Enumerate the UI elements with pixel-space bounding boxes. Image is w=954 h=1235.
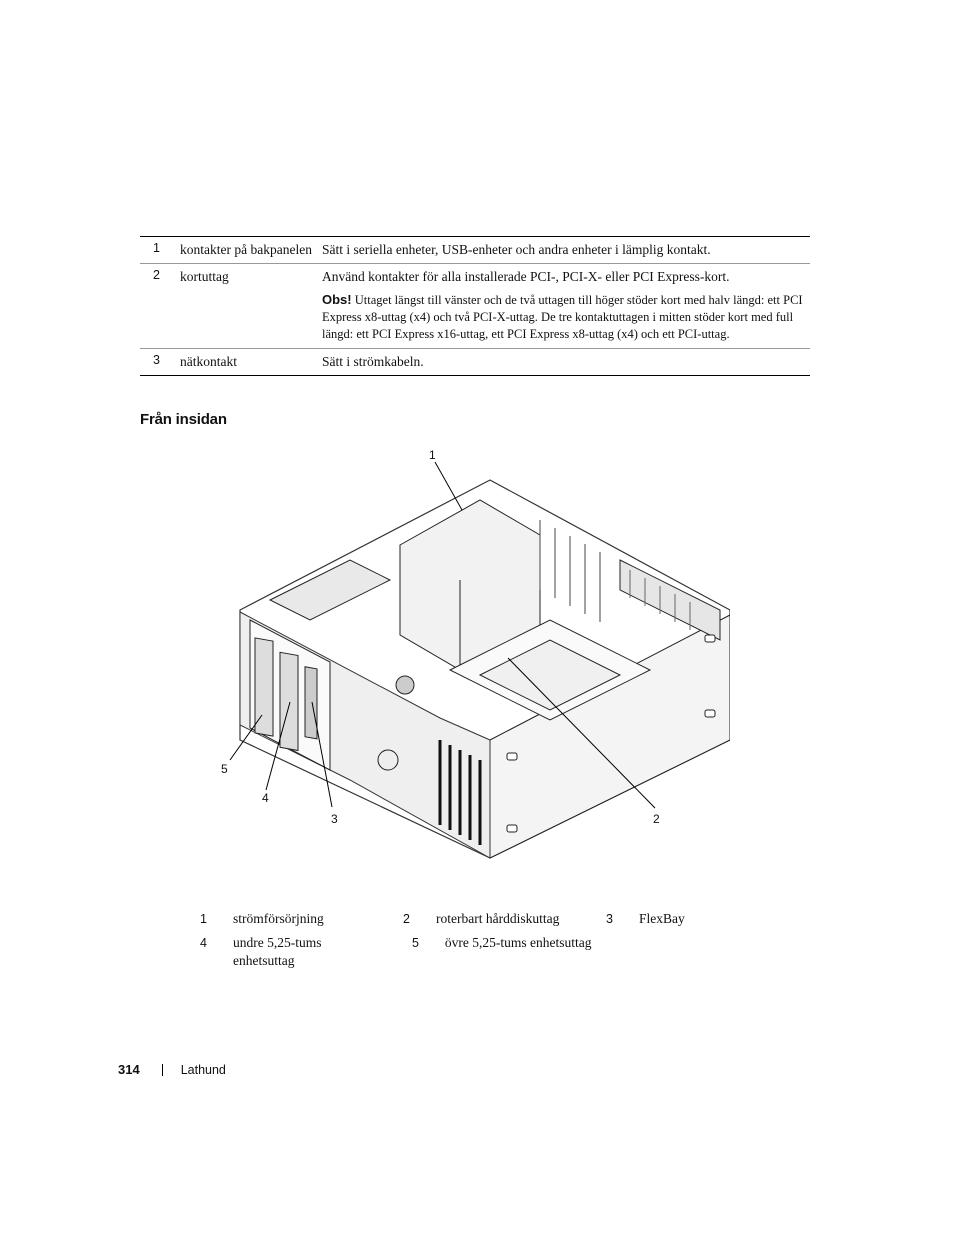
legend-number: 5 xyxy=(412,936,419,950)
legend-row xyxy=(190,910,790,928)
row-number: 1 xyxy=(153,241,160,255)
section-title: Från insidan xyxy=(140,411,227,428)
row-label: kontakter på bakpanelen xyxy=(180,242,312,257)
row-description xyxy=(322,268,810,343)
legend-item xyxy=(393,910,596,928)
legend-number: 1 xyxy=(200,912,207,926)
legend-item xyxy=(190,934,402,970)
legend-number: 2 xyxy=(403,912,410,926)
row-number: 2 xyxy=(153,268,160,282)
table-row xyxy=(140,237,810,263)
legend-item xyxy=(402,934,614,970)
legend-text: strömförsörjning xyxy=(233,911,324,926)
legend-text: undre 5,25-tums enhetsuttag xyxy=(233,935,322,968)
row-label: kortuttag xyxy=(180,269,229,284)
legend-text: FlexBay xyxy=(639,911,685,926)
computer-interior-figure xyxy=(210,440,730,870)
callout-1: 1 xyxy=(429,448,436,462)
page-number: 314 xyxy=(118,1062,140,1077)
legend-text: övre 5,25-tums enhetsuttag xyxy=(444,935,592,950)
callout-5: 5 xyxy=(221,762,228,776)
row-description: Sätt i seriella enheter, USB-enheter och andra enheter i lämplig kontakt. xyxy=(322,242,711,257)
legend-text: roterbart hårddiskuttag xyxy=(436,911,560,926)
row-label: nätkontakt xyxy=(180,354,237,369)
spec-table xyxy=(140,236,810,376)
note xyxy=(322,291,806,343)
legend-item xyxy=(596,910,799,928)
figure-legend xyxy=(190,910,790,976)
row-number: 3 xyxy=(153,353,160,367)
legend-item xyxy=(190,910,393,928)
callout-3: 3 xyxy=(331,812,338,826)
note-text: Uttaget längst till vänster och de två uttagen till höger stöder kort med halv längd: ett PCI Express x8-uttag (x4) och två PCI-X-uttag. De tre kontaktuttagen i mitten stöder kort med full längd: ett PCI Express x16-uttag, ett PCI Express x8-uttag (x4) och ett PCI-uttag. xyxy=(322,293,803,341)
note-label: Obs! xyxy=(322,292,352,307)
table-row xyxy=(140,263,810,348)
callout-4: 4 xyxy=(262,791,269,805)
callout-2: 2 xyxy=(653,812,660,826)
computer-illustration xyxy=(210,440,730,870)
legend-number: 4 xyxy=(200,936,207,950)
legend-number: 3 xyxy=(606,912,613,926)
footer-section: Lathund xyxy=(180,1062,226,1077)
table-row xyxy=(140,348,810,375)
page-footer xyxy=(118,1062,226,1077)
footer-divider xyxy=(162,1064,163,1076)
row-description: Sätt i strömkabeln. xyxy=(322,354,424,369)
row-description-text: Använd kontakter för alla installerade PCI-, PCI-X- eller PCI Express-kort. xyxy=(322,269,730,284)
legend-row xyxy=(190,934,790,970)
